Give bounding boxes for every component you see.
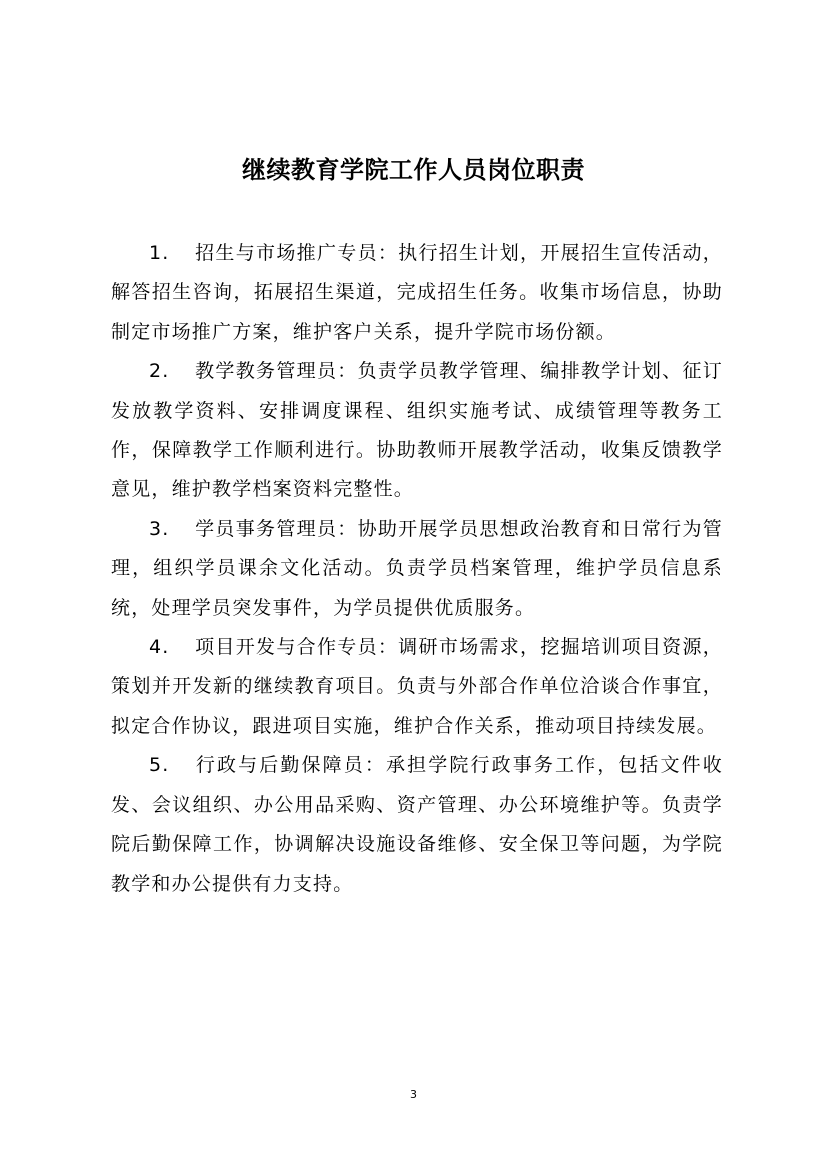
paragraph-number: 3. [149, 517, 170, 540]
paragraph-number: 1. [149, 242, 170, 264]
paragraph-text: 行政与后勤保障员：承担学院行政事务工作，包括文件收发、会议组织、办公用品采购、资产管理、办公环境维护等。负责学院后勤保障工作，协调解决设施设备维修、安全保卫等问题，为学院教学和办公提供有力支持。 [111, 754, 723, 895]
paragraph-1 [111, 234, 723, 352]
paragraph-text: 招生与市场推广专员：执行招生计划，开展招生宣传活动，解答招生咨询，拓展招生渠道，完成招生任务。收集市场信息，协助制定市场推广方案，维护客户关系，提升学院市场份额。 [111, 242, 723, 343]
paragraph-text: 项目开发与合作专员：调研市场需求，挖掘培训项目资源，策划并开发新的继续教育项目。负责与外部合作单位洽谈合作事宜，拟定合作协议，跟进项目实施，维护合作关系，推动项目持续发展。 [111, 636, 723, 737]
paragraph-2 [111, 352, 723, 510]
paragraph-number: 2. [149, 360, 170, 383]
paragraph-text: 学员事务管理员：协助开展学员思想政治教育和日常行为管理，组织学员课余文化活动。负责学员档案管理，维护学员信息系统，处理学员突发事件，为学员提供优质服务。 [111, 517, 723, 619]
page-title: 继续教育学院工作人员岗位职责 [242, 156, 585, 184]
paragraph-5 [111, 746, 723, 904]
document-body [111, 234, 723, 904]
paragraph-number: 4. [149, 636, 170, 659]
paragraph-number: 5. [149, 754, 170, 777]
paragraph-text: 教学教务管理员：负责学员教学管理、编排教学计划、征订发放教学资料、安排调度课程、组织实施考试、成绩管理等教务工作，保障教学工作顺利进行。协助教师开展教学活动，收集反馈教学意见，维护教学档案资料完整性。 [111, 360, 723, 501]
paragraph-3 [111, 510, 723, 628]
page-number: 3 [410, 1088, 417, 1101]
paragraph-4 [111, 628, 723, 746]
